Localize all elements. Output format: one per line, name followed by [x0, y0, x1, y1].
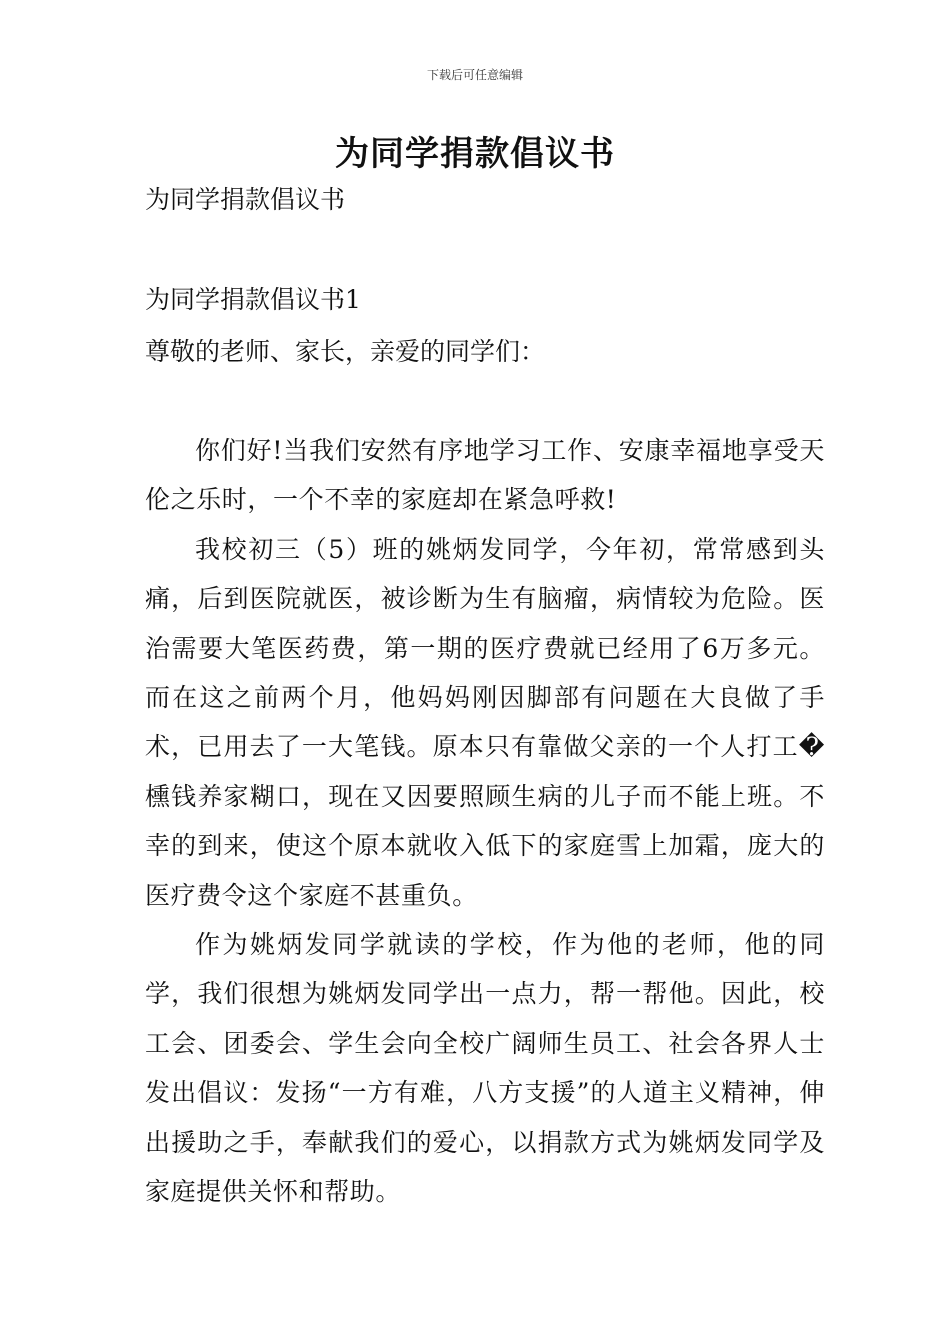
- body-text: [145, 426, 825, 1217]
- paragraph: 你们好!当我们安然有序地学习工作、安康幸福地享受天伦之乐时，一个不幸的家庭却在紧急呼救!: [145, 436, 825, 515]
- salutation: 尊敬的老师、家长，亲爱的同学们：: [145, 337, 546, 366]
- paragraph: 我校初三（5）班的姚炳发同学，今年初，常常感到头痛，后到医院就医，被诊断为生有脑瘤，病情较为危险。医治需要大笔医药费，第一期的医疗费就已经用了6万多元。而在这之前两个月，他妈妈刚因脚部有问题在大良做了手术，已用去了一大笔钱。原本只有靠做父亲的一个人打工�櫄钱养家糊口，现在又因要照顾生病的儿子而不能上班。不幸的到来，使这个原本就收入低下的家庭雪上加霜，庞大的医疗费令这个家庭不甚重负。: [145, 534, 825, 910]
- paragraph: 作为姚炳发同学就读的学校，作为他的老师，他的同学，我们很想为姚炳发同学出一点力，帮一帮他。因此，校工会、团委会、学生会向全校广阔师生员工、社会各界人士发出倡议：发扬“一方有难，八方支援”的人道主义精神，伸出援助之手，奉献我们的爱心，以捐款方式为姚炳发同学及家庭提供关怀和帮助。: [145, 930, 825, 1207]
- document-title: 为同学捐款倡议书: [335, 134, 615, 174]
- header-note: 下载后可任意编辑: [426, 68, 523, 82]
- document-subtitle: 为同学捐款倡议书: [145, 185, 346, 214]
- section-heading: 为同学捐款倡议书1: [145, 285, 361, 314]
